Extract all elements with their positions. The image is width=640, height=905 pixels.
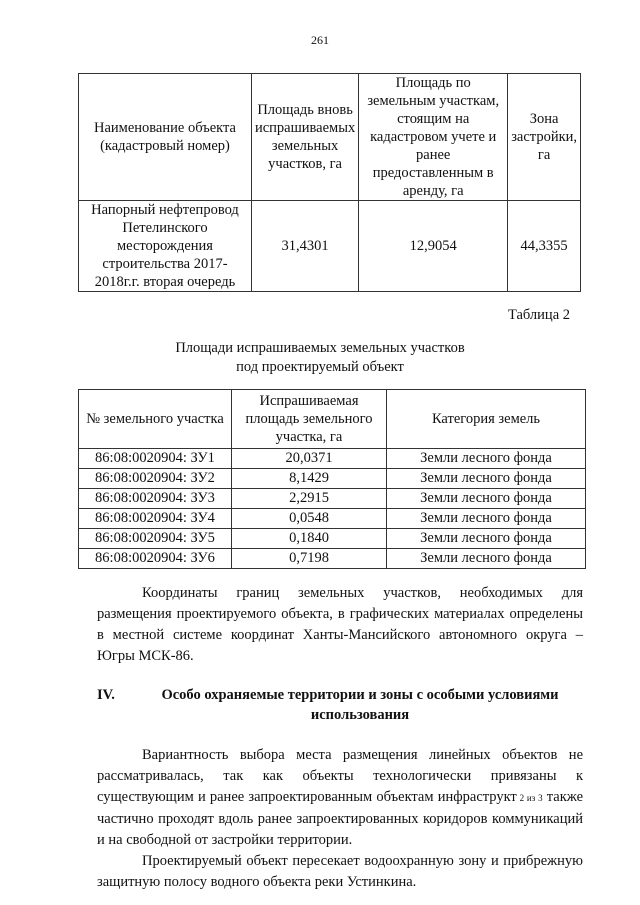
table-row	[79, 449, 586, 469]
cell-land-category: Земли лесного фонда	[387, 449, 586, 469]
table-title-line2: под проектируемый объект	[236, 359, 404, 375]
cell-land-category: Земли лесного фонда	[387, 549, 586, 569]
table-row	[79, 529, 586, 549]
header-build-zone: Зона застройки, га	[508, 74, 581, 201]
section-number: IV.	[97, 687, 115, 703]
table-header-row	[79, 390, 586, 449]
table-row	[79, 489, 586, 509]
cell-land-category: Земли лесного фонда	[387, 469, 586, 489]
header-new-area: Площадь вновь испрашиваемых земельных участков, га	[251, 74, 358, 201]
cell-requested-area: 0,1840	[232, 529, 387, 549]
object-area-table	[78, 73, 581, 292]
table-row	[79, 549, 586, 569]
cell-plot-number: 86:08:0020904: ЗУ3	[79, 489, 232, 509]
paragraph-variance-part1: Вариантность выбора места размещения линейных объектов не рассматривалась, так как объекты технологически привязаны к существующим и ранее запроектированным объектам инфраструкт	[97, 747, 583, 805]
cell-build-zone: 44,3355	[508, 201, 581, 292]
paragraph-variance	[97, 745, 583, 851]
cell-plot-number: 86:08:0020904: ЗУ2	[79, 469, 232, 489]
header-requested-area: Испрашиваемая площадь земельного участка, га	[232, 390, 387, 449]
table-row	[79, 469, 586, 489]
cell-requested-area: 2,2915	[232, 489, 387, 509]
cell-requested-area: 0,0548	[232, 509, 387, 529]
page-note-text: 2 из 3	[519, 793, 543, 803]
cell-requested-area: 0,7198	[232, 549, 387, 569]
cell-plot-number: 86:08:0020904: ЗУ4	[79, 509, 232, 529]
table-caption: Таблица 2	[507, 307, 570, 323]
header-object-name: Наименование объекта (кадастровый номер)	[79, 74, 252, 201]
cell-plot-number: 86:08:0020904: ЗУ5	[79, 529, 232, 549]
cell-land-category: Земли лесного фонда	[387, 509, 586, 529]
cell-new-area: 31,4301	[251, 201, 358, 292]
land-plots-table	[78, 389, 586, 569]
table-title-line1: Площади испрашиваемых земельных участков	[175, 340, 465, 356]
table-title	[0, 339, 640, 377]
cell-plot-number: 86:08:0020904: ЗУ6	[79, 549, 232, 569]
paragraph-water-zone: Проектируемый объект пересекает водоохранную зону и прибрежную защитную полосу водного объекта реки Устинкина.	[97, 853, 583, 890]
page-note	[517, 793, 543, 803]
cell-land-category: Земли лесного фонда	[387, 489, 586, 509]
section-title: Особо охраняемые территории и зоны с особыми условиями использования	[161, 687, 559, 723]
header-land-category: Категория земель	[387, 390, 586, 449]
header-leased-area: Площадь по земельным участкам, стоящим на кадастровом учете и ранее предоставленным в аренду, га	[359, 74, 508, 201]
table-row	[79, 201, 581, 292]
table-row	[79, 509, 586, 529]
header-plot-number: № земельного участка	[79, 390, 232, 449]
coordinates-paragraph: Координаты границ земельных участков, необходимых для размещения проектируемого объекта, в графических материалах определены в местной системе координат Ханты-Мансийского автономного округа – Югры МСК-86.	[97, 585, 583, 664]
cell-leased-area: 12,9054	[359, 201, 508, 292]
table-header-row	[79, 74, 581, 201]
cell-land-category: Земли лесного фонда	[387, 529, 586, 549]
cell-requested-area: 20,0371	[232, 449, 387, 469]
page-number: 261	[311, 33, 329, 47]
cell-requested-area: 8,1429	[232, 469, 387, 489]
cell-plot-number: 86:08:0020904: ЗУ1	[79, 449, 232, 469]
cell-object-name: Напорный нефтепровод Петелинского месторождения строительства 2017-2018г.г. вторая очередь	[79, 201, 252, 292]
section-heading	[97, 685, 583, 725]
paragraph-variance-part2: также частично проходят вдоль ранее запроектированных коридоров коммуникаций и на свободной от застройки территории.	[97, 789, 584, 848]
